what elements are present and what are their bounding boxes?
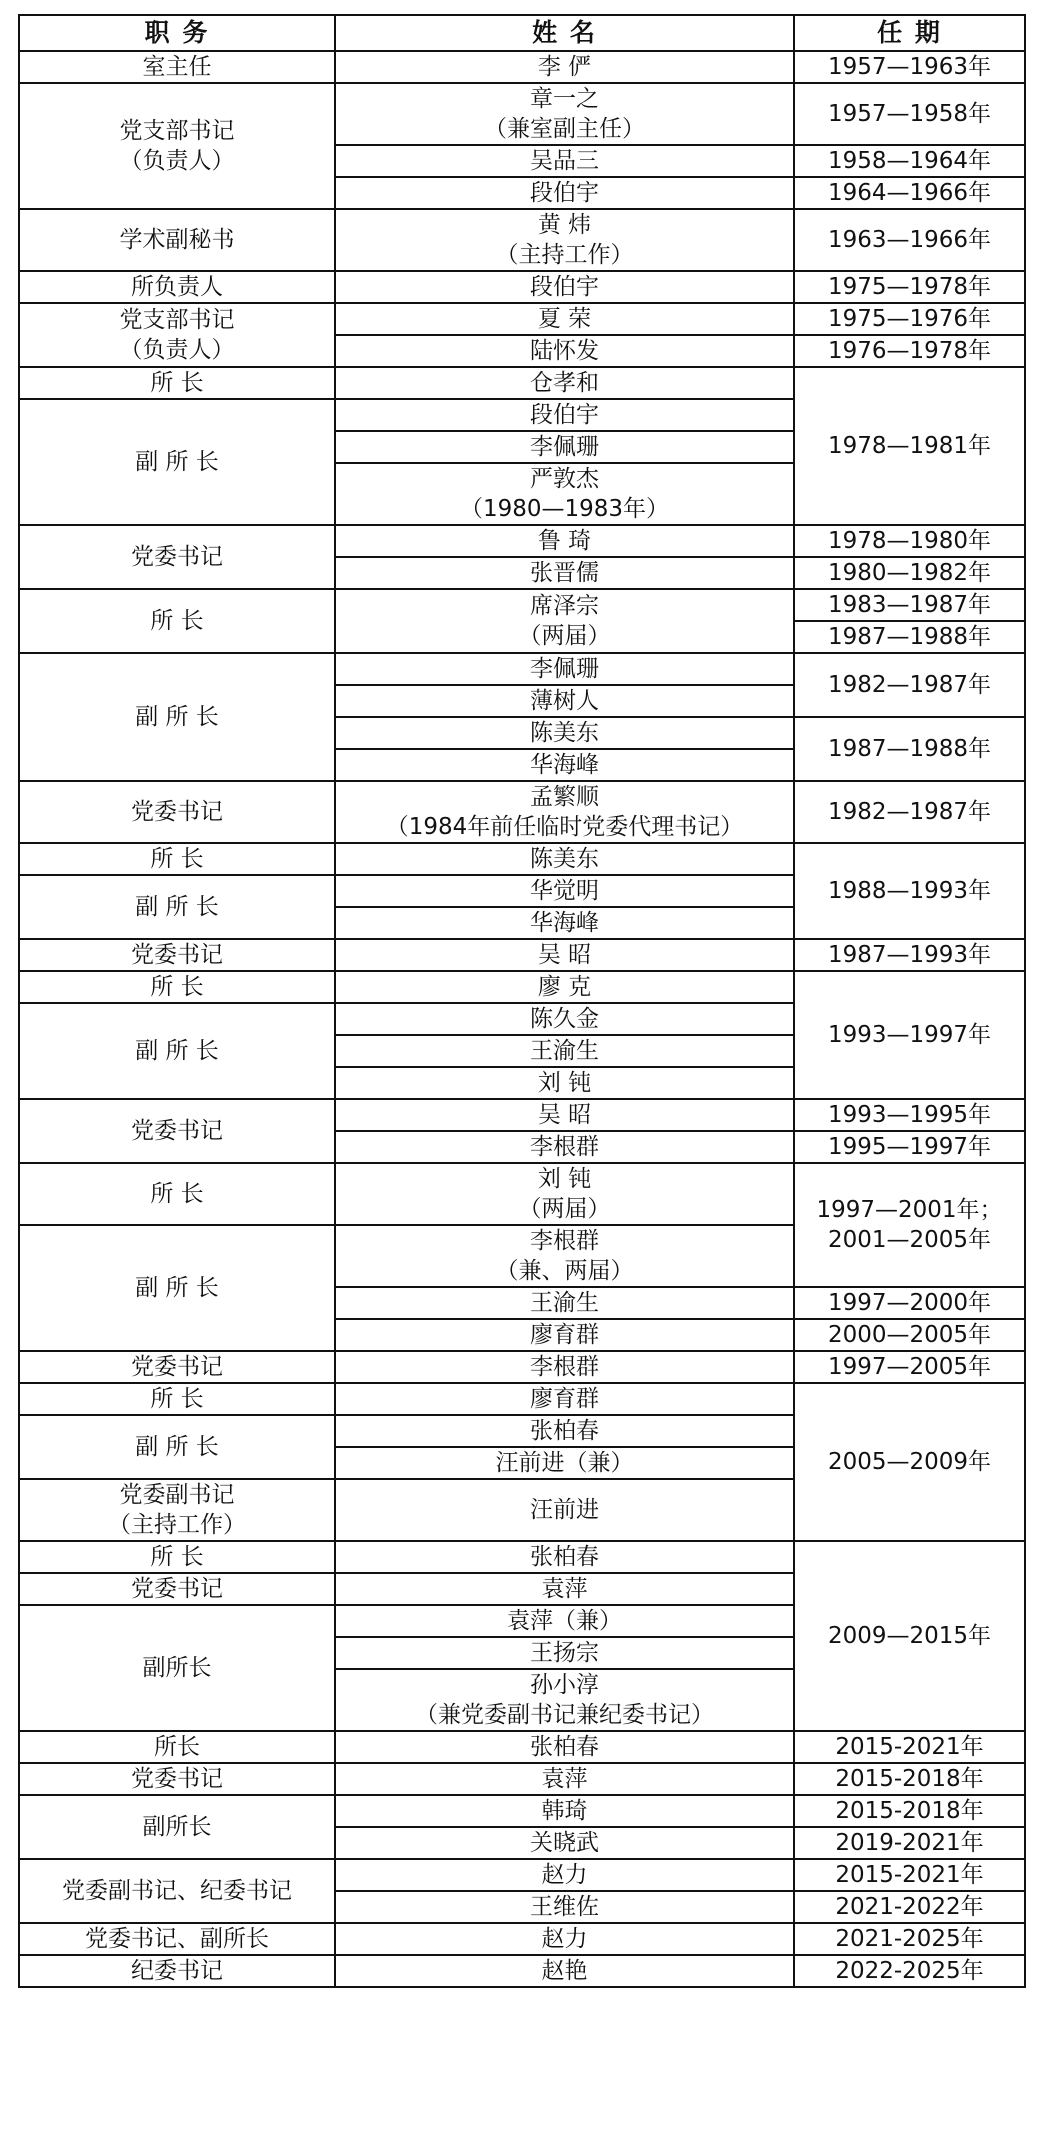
table-cell — [19, 1605, 335, 1731]
cell-text: 1997—2001年； — [816, 1197, 1003, 1223]
table-cell — [19, 1763, 335, 1795]
table-cell — [794, 271, 1025, 303]
table-row — [19, 271, 1025, 303]
cell-text: 副所长 — [142, 1814, 212, 1840]
cell-text: 1982—1987年 — [827, 799, 992, 825]
cell-text: 所 长 — [150, 1181, 204, 1207]
table-cell — [335, 1067, 794, 1099]
cell-text: 1993—1997年 — [827, 1022, 992, 1048]
table-cell — [19, 525, 335, 589]
table-row — [19, 843, 1025, 875]
table-cell — [335, 1351, 794, 1383]
cell-text: 1958—1964年 — [827, 148, 992, 174]
cell-text: 所负责人 — [131, 274, 223, 300]
cell-text: 副 所 长 — [135, 449, 219, 475]
table-cell — [335, 1225, 794, 1287]
cell-text: 张柏春 — [530, 1544, 599, 1570]
table-cell — [794, 83, 1025, 145]
table-row — [19, 1795, 1025, 1827]
cell-text: 陆怀发 — [530, 338, 599, 364]
table-cell — [794, 589, 1025, 621]
table-cell — [794, 781, 1025, 843]
table-cell — [335, 367, 794, 399]
cell-text: 所长 — [154, 1734, 200, 1760]
table-row — [19, 1955, 1025, 1987]
table-cell — [794, 1351, 1025, 1383]
cell-text: 1982—1987年 — [827, 672, 992, 698]
table-row — [19, 971, 1025, 1003]
cell-text: 党支部书记 — [119, 307, 235, 333]
table-row — [19, 525, 1025, 557]
cell-text: 所 长 — [150, 974, 204, 1000]
cell-text: 段伯宇 — [530, 402, 599, 428]
table-cell — [794, 1795, 1025, 1827]
table-cell — [794, 1319, 1025, 1351]
table-cell — [335, 335, 794, 367]
cell-text: 党委书记 — [131, 799, 223, 825]
cell-text: 副 所 长 — [135, 1434, 219, 1460]
table-cell — [335, 653, 794, 685]
cell-text: 2019-2021年 — [835, 1830, 984, 1856]
cell-text: 副 所 长 — [135, 704, 219, 730]
table-cell — [794, 177, 1025, 209]
cell-text: （1984年前任临时党委代理书记） — [385, 814, 744, 840]
table-cell — [794, 1731, 1025, 1763]
cell-text: 章一之 — [530, 86, 599, 112]
table-cell — [794, 1827, 1025, 1859]
table-cell — [335, 1383, 794, 1415]
cell-text: （两届） — [518, 623, 611, 649]
table-cell — [794, 525, 1025, 557]
cell-text: 1997—2000年 — [827, 1290, 992, 1316]
cell-text: 党委书记 — [131, 1354, 223, 1380]
table-cell — [19, 1479, 335, 1541]
table-cell — [335, 1795, 794, 1827]
table-cell — [335, 717, 794, 749]
cell-text: 2015-2018年 — [835, 1798, 984, 1824]
cell-text: 1987—1988年 — [827, 624, 992, 650]
table-cell — [335, 271, 794, 303]
cell-text: 副 所 长 — [135, 1038, 219, 1064]
cell-text: 党委书记 — [131, 1766, 223, 1792]
table-cell — [794, 1859, 1025, 1891]
table-cell — [794, 1131, 1025, 1163]
cell-text: 2021-2025年 — [835, 1926, 984, 1952]
table-cell — [19, 303, 335, 367]
cell-text: 副 所 长 — [135, 894, 219, 920]
table-cell — [794, 621, 1025, 653]
table-cell — [335, 177, 794, 209]
cell-text: （主持工作） — [108, 1512, 246, 1538]
table-cell — [335, 1637, 794, 1669]
cell-text: 仓孝和 — [530, 370, 599, 396]
cell-text: 2015-2021年 — [835, 1734, 984, 1760]
header-term: 任 期 — [794, 15, 1025, 51]
cell-text: 华觉明 — [530, 878, 599, 904]
cell-text: 赵力 — [541, 1926, 588, 1952]
cell-text: 2022-2025年 — [835, 1958, 984, 1984]
table-row — [19, 1541, 1025, 1573]
table-cell — [335, 1763, 794, 1795]
table-cell — [335, 1859, 794, 1891]
table-row — [19, 367, 1025, 399]
cell-text: 华海峰 — [530, 910, 599, 936]
cell-text: 室主任 — [142, 54, 212, 80]
table-row — [19, 1923, 1025, 1955]
table-cell — [335, 1605, 794, 1637]
cell-text: 陈美东 — [530, 720, 599, 746]
table-body — [19, 51, 1025, 1987]
cell-text: （主持工作） — [495, 242, 634, 268]
table-cell — [335, 971, 794, 1003]
cell-text: 2009—2015年 — [827, 1623, 992, 1649]
cell-text: 党委副书记 — [119, 1482, 235, 1508]
table-cell — [19, 971, 335, 1003]
table-cell — [335, 463, 794, 525]
table-cell — [335, 1003, 794, 1035]
table-row — [19, 303, 1025, 335]
table-cell — [335, 1923, 794, 1955]
table-cell — [335, 525, 794, 557]
cell-text: 党委副书记、纪委书记 — [62, 1878, 292, 1904]
table-cell — [19, 399, 335, 525]
table-cell — [19, 209, 335, 271]
header-position: 职 务 — [19, 15, 335, 51]
table-row — [19, 1099, 1025, 1131]
table-cell — [794, 1763, 1025, 1795]
table-cell — [19, 1415, 335, 1479]
table-cell — [335, 843, 794, 875]
cell-text: 张柏春 — [530, 1418, 599, 1444]
table-cell — [19, 1573, 335, 1605]
cell-text: 王扬宗 — [530, 1640, 599, 1666]
cell-text: 1957—1963年 — [827, 54, 992, 80]
header-name: 姓 名 — [335, 15, 794, 51]
cell-text: 2021-2022年 — [835, 1894, 984, 1920]
cell-text: 段伯宇 — [530, 180, 599, 206]
table-cell — [794, 303, 1025, 335]
cell-text: 薄树人 — [530, 688, 599, 714]
cell-text: 1975—1976年 — [827, 306, 992, 332]
table-row — [19, 51, 1025, 83]
header-row — [19, 15, 1025, 51]
cell-text: 副 所 长 — [135, 1275, 219, 1301]
table-cell — [19, 1795, 335, 1859]
cell-text: 1987—1988年 — [827, 736, 992, 762]
cell-text: 袁萍（兼） — [507, 1608, 622, 1634]
table-cell — [19, 271, 335, 303]
table-row — [19, 939, 1025, 971]
table-cell — [335, 907, 794, 939]
table-cell — [19, 367, 335, 399]
cell-text: 2015-2021年 — [835, 1862, 984, 1888]
cell-text: （兼党委副书记兼纪委书记） — [415, 1702, 714, 1728]
cell-text: 1964—1966年 — [827, 180, 992, 206]
cell-text: 党支部书记 — [119, 118, 235, 144]
table-cell — [19, 781, 335, 843]
table-row — [19, 83, 1025, 114]
table-cell — [19, 1923, 335, 1955]
cell-text: 1976—1978年 — [827, 338, 992, 364]
cell-text: （1980—1983年） — [459, 496, 670, 522]
cell-text: 汪前进（兼） — [495, 1450, 634, 1476]
cell-text: （兼、两届） — [495, 1258, 634, 1284]
table-cell — [794, 557, 1025, 589]
table-cell — [794, 1287, 1025, 1319]
table-row — [19, 209, 1025, 240]
table-cell — [335, 939, 794, 971]
cell-text: 所 长 — [150, 846, 204, 872]
table-cell — [794, 843, 1025, 939]
table-cell — [335, 1319, 794, 1351]
table-cell — [335, 557, 794, 589]
cell-text: 党委书记 — [131, 1576, 223, 1602]
cell-text: 吴品三 — [530, 148, 599, 174]
cell-text: 廖 克 — [537, 974, 592, 1000]
table-cell — [19, 589, 335, 653]
cell-text: 1957—1958年 — [827, 101, 992, 127]
table-cell — [335, 209, 794, 271]
cell-text: 1993—1995年 — [827, 1102, 992, 1128]
table-cell — [794, 971, 1025, 1099]
table-cell — [794, 209, 1025, 271]
table-cell — [19, 51, 335, 83]
table-cell — [794, 1163, 1025, 1287]
table-cell — [19, 1383, 335, 1415]
table-cell — [335, 1731, 794, 1763]
cell-text: 陈久金 — [530, 1006, 599, 1032]
table-cell — [335, 303, 794, 335]
table-cell — [335, 1287, 794, 1319]
table-cell — [335, 1447, 794, 1479]
cell-text: （兼室副主任） — [484, 116, 645, 142]
cell-text: 纪委书记 — [131, 1958, 223, 1984]
cell-text: 李根群 — [530, 1134, 599, 1160]
cell-text: 关晓武 — [530, 1830, 599, 1856]
table-cell — [335, 1955, 794, 1987]
table-row — [19, 1731, 1025, 1763]
cell-text: 廖育群 — [530, 1386, 599, 1412]
table-cell — [19, 843, 335, 875]
table-cell — [19, 875, 335, 939]
table-cell — [335, 1479, 794, 1541]
cell-text: 李 俨 — [537, 54, 592, 80]
table-cell — [19, 83, 335, 209]
table-cell — [335, 875, 794, 907]
cell-text: 1978—1981年 — [827, 433, 992, 459]
table-cell — [335, 145, 794, 177]
table-cell — [794, 939, 1025, 971]
cell-text: 李佩珊 — [530, 434, 599, 460]
cell-text: 廖育群 — [530, 1322, 599, 1348]
cell-text: 赵艳 — [541, 1958, 588, 1984]
cell-text: （负责人） — [119, 337, 235, 363]
table-cell — [794, 1955, 1025, 1987]
table-cell — [794, 653, 1025, 717]
cell-text: 袁萍 — [541, 1576, 588, 1602]
cell-text: 吴 昭 — [537, 1102, 592, 1128]
table-cell — [335, 749, 794, 781]
cell-text: 韩琦 — [541, 1798, 588, 1824]
table-cell — [794, 1923, 1025, 1955]
leadership-table — [18, 14, 1026, 1988]
cell-text: 党委书记 — [131, 1118, 223, 1144]
cell-text: 段伯宇 — [530, 274, 599, 300]
cell-text: 副所长 — [142, 1655, 212, 1681]
cell-text: 王渝生 — [530, 1290, 599, 1316]
table-cell — [794, 51, 1025, 83]
cell-text: 2001—2005年 — [827, 1227, 992, 1253]
table-cell — [794, 717, 1025, 781]
table-cell — [335, 1669, 794, 1731]
table-row — [19, 1383, 1025, 1415]
table-cell — [335, 1415, 794, 1447]
cell-text: 所 长 — [150, 370, 204, 396]
cell-text: 党委书记 — [131, 544, 223, 570]
cell-text: 王渝生 — [530, 1038, 599, 1064]
table-row — [19, 1763, 1025, 1795]
cell-text: 1995—1997年 — [827, 1134, 992, 1160]
cell-text: 袁萍 — [541, 1766, 588, 1792]
cell-text: 刘 钝 — [537, 1166, 592, 1192]
cell-text: 华海峰 — [530, 752, 599, 778]
table-cell — [19, 1003, 335, 1099]
table-cell — [794, 1099, 1025, 1131]
cell-text: 严敦杰 — [530, 466, 599, 492]
cell-text: 2005—2009年 — [827, 1449, 992, 1475]
table-cell — [19, 653, 335, 781]
cell-text: 所 长 — [150, 608, 204, 634]
cell-text: 学术副秘书 — [119, 227, 235, 253]
table-cell — [335, 1573, 794, 1605]
table-cell — [794, 145, 1025, 177]
cell-text: 鲁 琦 — [537, 528, 592, 554]
table-cell — [794, 367, 1025, 525]
table-row — [19, 781, 1025, 812]
cell-text: 党委书记、副所长 — [85, 1926, 269, 1952]
cell-text: 李根群 — [530, 1354, 599, 1380]
table-cell — [19, 1731, 335, 1763]
cell-text: 张晋儒 — [530, 560, 599, 586]
table-cell — [794, 1541, 1025, 1731]
cell-text: 刘 钝 — [537, 1070, 592, 1096]
table-cell — [19, 1955, 335, 1987]
table-cell — [335, 431, 794, 463]
table-row — [19, 589, 1025, 621]
cell-text: 1978—1980年 — [827, 528, 992, 554]
cell-text: 李根群 — [530, 1228, 599, 1254]
table-cell — [19, 1541, 335, 1573]
cell-text: 所 长 — [150, 1386, 204, 1412]
table-cell — [335, 1891, 794, 1923]
cell-text: 席泽宗 — [530, 593, 599, 619]
table-cell — [335, 1035, 794, 1067]
cell-text: （两届） — [518, 1196, 611, 1222]
cell-text: 1987—1993年 — [827, 942, 992, 968]
table-cell — [19, 1099, 335, 1163]
table-cell — [335, 1099, 794, 1131]
cell-text: 2015-2018年 — [835, 1766, 984, 1792]
cell-text: 1983—1987年 — [827, 592, 992, 618]
table-cell — [335, 399, 794, 431]
table-cell — [335, 1163, 794, 1225]
cell-text: 汪前进 — [530, 1497, 599, 1523]
table-row — [19, 1163, 1025, 1194]
table-cell — [794, 335, 1025, 367]
cell-text: 1963—1966年 — [827, 227, 992, 253]
table-cell — [335, 1131, 794, 1163]
table-cell — [335, 685, 794, 717]
cell-text: 吴 昭 — [537, 942, 592, 968]
cell-text: （负责人） — [119, 148, 235, 174]
table-cell — [335, 781, 794, 843]
table-cell — [19, 1859, 335, 1923]
cell-text: 1975—1978年 — [827, 274, 992, 300]
table-cell — [335, 51, 794, 83]
table-cell — [19, 939, 335, 971]
table-cell — [335, 1541, 794, 1573]
cell-text: 党委书记 — [131, 942, 223, 968]
cell-text: 张柏春 — [530, 1734, 599, 1760]
table-cell — [19, 1351, 335, 1383]
cell-text: 赵力 — [541, 1862, 588, 1888]
cell-text: 孙小淳 — [530, 1672, 599, 1698]
cell-text: 1980—1982年 — [827, 560, 992, 586]
table-row — [19, 1859, 1025, 1891]
table-cell — [335, 1827, 794, 1859]
cell-text: 夏 荣 — [537, 306, 592, 332]
table-cell — [794, 1383, 1025, 1541]
table-cell — [794, 1891, 1025, 1923]
table-cell — [19, 1225, 335, 1351]
cell-text: 孟繁顺 — [530, 784, 599, 810]
cell-text: 黄 炜 — [537, 212, 592, 238]
cell-text: 1988—1993年 — [827, 878, 992, 904]
cell-text: 1997—2005年 — [827, 1354, 992, 1380]
cell-text: 王维佐 — [530, 1894, 599, 1920]
table-row — [19, 1351, 1025, 1383]
table-cell — [19, 1163, 335, 1225]
table-row — [19, 653, 1025, 685]
cell-text: 陈美东 — [530, 846, 599, 872]
cell-text: 所 长 — [150, 1544, 204, 1570]
cell-text: 李佩珊 — [530, 656, 599, 682]
cell-text: 2000—2005年 — [827, 1322, 992, 1348]
table-cell — [335, 83, 794, 145]
table-cell — [335, 589, 794, 653]
